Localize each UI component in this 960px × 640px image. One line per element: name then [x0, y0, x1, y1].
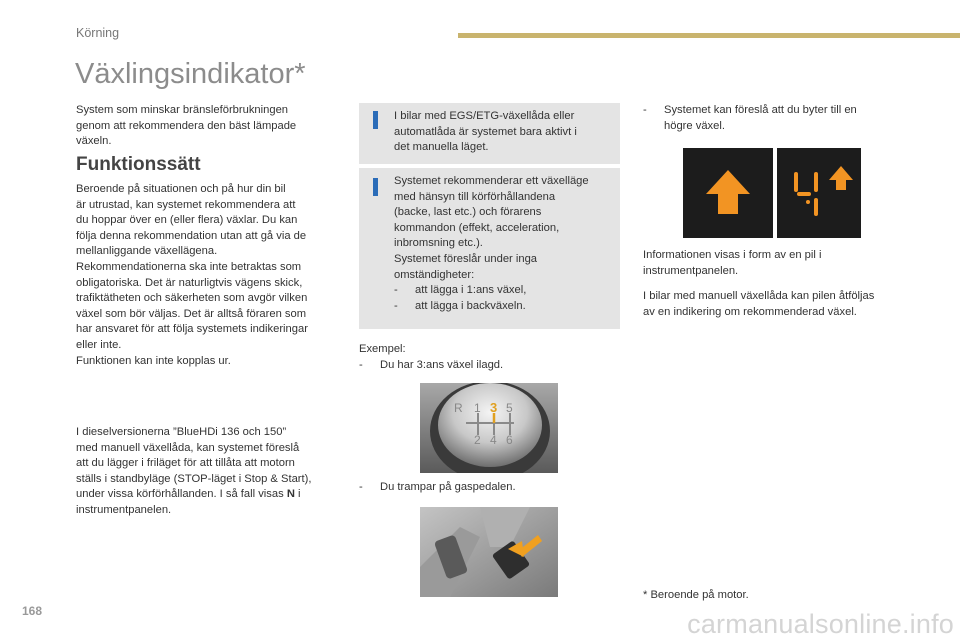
gear-position-5: 5 — [506, 401, 513, 415]
gear-knob-image — [420, 383, 558, 473]
watermark: carmanualsonline.info — [687, 609, 954, 639]
info-icon — [373, 178, 378, 196]
info-line: kommandon (effekt, acceleration, — [394, 221, 560, 234]
operation-line: eller inte. — [76, 338, 122, 351]
header-accent-bar — [458, 33, 960, 38]
info-box-egs-text — [394, 109, 616, 156]
bullet-text: att lägga i backväxeln. — [415, 299, 526, 312]
operation-line: mellanliggande växellägena. — [76, 245, 218, 258]
info-line: Systemet rekommenderar ett växelläge — [394, 175, 589, 187]
page-number: 168 — [22, 604, 43, 618]
diesel-line: instrumentpanelen. — [76, 503, 172, 516]
operation-line: är utrustad, kan systemet rekommendera att — [76, 198, 296, 211]
gear-position-2: 2 — [474, 433, 481, 447]
info-display-line: instrumentpanelen. — [643, 264, 739, 277]
accelerator-pedal-image — [420, 507, 558, 597]
example-text — [359, 342, 619, 373]
manual-gearbox-line: av en indikering om rekommenderad växel. — [643, 305, 857, 318]
recommended-gear-display — [777, 148, 861, 238]
shift-up-arrow-display — [683, 148, 773, 238]
info-display-line: Informationen visas i form av en pil i — [643, 249, 822, 261]
info-display-text — [643, 248, 923, 279]
info-box-recommendation — [359, 168, 620, 329]
diesel-text — [76, 425, 351, 519]
info-line: omständigheter: — [394, 268, 475, 281]
bullet-dash: - — [359, 481, 363, 493]
gear-knob-illustration — [420, 383, 558, 473]
diesel-line — [76, 487, 351, 503]
intro-line: genom att rekommendera den bäst lämpade — [76, 119, 297, 132]
intro-line: System som minskar bränsleförbrukningen — [76, 104, 289, 116]
shift-up-arrow-icon — [683, 148, 773, 238]
bullet-dash: - — [394, 299, 398, 312]
section-heading: Funktionssätt — [76, 154, 201, 175]
diesel-line: ställs i standbyläge (STOP-läget i Stop & Start), — [76, 472, 312, 485]
diesel-line: att du lägger i friläget för att tillåta att motorn — [76, 457, 295, 470]
operation-text — [76, 182, 346, 369]
footnote: * Beroende på motor. — [643, 589, 749, 601]
example-step — [643, 103, 934, 134]
operation-line: har ansvaret för att följa systemets indikeringar — [76, 323, 308, 336]
info-box-recommendation-text — [394, 174, 618, 314]
operation-line: Rekommendationerna ska inte betraktas som — [76, 260, 302, 273]
gear-position-3-highlighted: 3 — [490, 400, 498, 415]
operation-line: Beroende på situationen och på hur din bil — [76, 183, 286, 195]
gear-position-6: 6 — [506, 433, 513, 447]
operation-line: trafiktätheten och säkerheten som avgör vilken — [76, 292, 308, 305]
info-line: I bilar med EGS/ETG-växellåda eller — [394, 110, 575, 122]
section-label: Körning — [76, 26, 120, 40]
step-text: Du trampar på gaspedalen. — [380, 481, 516, 493]
step-text: högre växel. — [664, 119, 725, 132]
example-step — [359, 358, 619, 374]
gear-position-4: 4 — [490, 433, 497, 447]
info-line: det manuella läget. — [394, 141, 489, 154]
neutral-indicator-letter: N — [286, 488, 295, 501]
bullet-dash: - — [394, 284, 398, 297]
operation-line: följa denna rekommendation utan att gå via de — [76, 229, 307, 242]
info-line: inbromsning etc.). — [394, 237, 483, 250]
diesel-text-part: under vissa körförhållanden. I så fall visas — [76, 488, 287, 501]
info-line: med hänsyn till körförhållandena — [394, 190, 556, 203]
pedal-illustration — [420, 507, 558, 597]
diesel-text-part: i — [294, 488, 301, 501]
info-box-egs — [359, 103, 620, 164]
manual-gearbox-text — [643, 289, 933, 320]
page-title: Växlingsindikator* — [75, 58, 306, 90]
step-text: Systemet kan föreslå att du byter till en — [664, 104, 857, 116]
gear-arrow-icon — [777, 148, 861, 238]
intro-text — [76, 103, 346, 150]
gear-position-r: R — [454, 401, 463, 415]
example-label: Exempel: — [359, 343, 406, 355]
info-bullet — [394, 283, 618, 299]
example-step — [359, 480, 640, 496]
step-text: Du har 3:ans växel ilagd. — [380, 358, 504, 371]
info-line: automatlåda är systemet bara aktivt i — [394, 125, 577, 138]
info-line: (backe, last etc.) och förarens — [394, 206, 542, 219]
bullet-text: att lägga i 1:ans växel, — [415, 284, 527, 297]
operation-line: Funktionen kan inte kopplas ur. — [76, 354, 231, 367]
info-line: Systemet föreslår under inga — [394, 252, 538, 265]
operation-line: växel som bör väljas. Det är alltså föraren som — [76, 307, 307, 320]
bullet-dash: - — [359, 358, 363, 371]
info-icon — [373, 111, 378, 129]
gear-position-1: 1 — [474, 401, 481, 415]
info-bullet — [394, 299, 618, 315]
intro-line: växeln. — [76, 135, 112, 148]
bullet-dash: - — [643, 104, 647, 116]
manual-gearbox-line: I bilar med manuell växellåda kan pilen åtföljas — [643, 290, 875, 302]
operation-line: du hoppar över en (eller flera) växlar. Du kan — [76, 214, 298, 227]
diesel-line: I dieselversionerna ”BlueHDi 136 och 150” — [76, 426, 287, 438]
diesel-line: med manuell växellåda, kan systemet föreslå — [76, 441, 300, 454]
operation-line: obligatoriska. Det är naturligtvis vägens skick, — [76, 276, 303, 289]
